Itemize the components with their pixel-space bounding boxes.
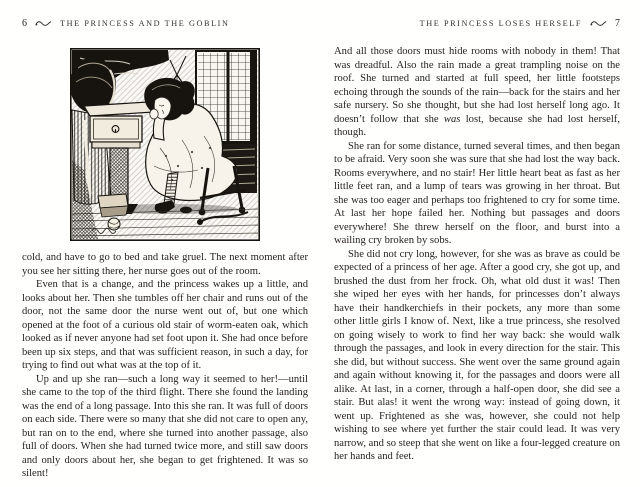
header-ornament-icon xyxy=(35,20,52,27)
left-page-text xyxy=(22,251,308,481)
paragraph: Up and up she ran—such a long way it seemed to her!—until she came to the top of the third flight. There she found the landing was the end of a long passage. Into this she ran. It was full of doors on each side. There were so many that she did not care to open any, but ran on to the end, where she turned into another passage, also full of doors. When she had turned twice more, and still saw doors and only doors about her, she began to get frightened. It was so silent! xyxy=(22,373,308,479)
right-page-number: 7 xyxy=(615,17,620,29)
right-page-text xyxy=(334,45,620,464)
book-illustration xyxy=(70,48,260,241)
right-page xyxy=(320,0,640,487)
header-ornament-icon xyxy=(590,20,607,27)
left-running-title: THE PRINCESS AND THE GOBLIN xyxy=(60,18,230,28)
paragraph: She did not cry long, however, for she was as brave as could be expected of a princess of her age. After a good cry, she got up, and brushed the dust from her frock. Oh, what old dust it was! Then she wiped her eyes with her hands, for princesses don’t always have their handkerchiefs in their pockets, any more than some other little girls I know of. Next, like a true princess, she resolved on going wisely to work to find her way back: she would walk through the passages, and look in every direction for the stair. This she did, but without success. She went over the same ground again and again without knowing it, for the passages and doors were all alike. At last, in a corner, through a half-open door, she did see a stair. But alas! it went the wrong way: instead of going down, it went up. Frightened as she was, however, she could not help wishing to see where yet further the stair could lead. It was very narrow, and so steep that she went on like a four-legged creature on her hands and feet. xyxy=(334,248,620,462)
paragraph: Even that is a change, and the princess wakes up a little, and looks about her. Then she tumbles off her chair and runs out of the door, not the same door the nurse went out of, but one which opened at the foot of a curious old stair of worm-eaten oak, which looked as if never anyone had set foot upon it. She had once before been up six steps, and that was sufficient reason, in such a day, for trying to find out what was at the top of it. xyxy=(22,279,308,371)
right-running-title: THE PRINCESS LOSES HERSELF xyxy=(419,18,582,28)
left-page-number: 6 xyxy=(22,17,27,29)
paragraph: And all those doors must hide rooms with nobody in them! That was dreadful. Also the rain made a great trampling noise on the roof. She turned and started at full speed, her little footsteps echoing through the sounds of the rain—back for the stairs and her safe nursery. So she thought, but she had lost herself long ago. It doesn’t follow that she was lost, because she had lost herself, though. xyxy=(334,46,620,138)
paragraph: cold, and have to go to bed and take gruel. The next moment after you see her sitting there, her nurse goes out of the room. xyxy=(22,252,308,277)
paragraph: She ran for some distance, turned several times, and then began to be afraid. Very soon she was sure that she had lost the way back. Rooms everywhere, and no stair! Her little heart beat as fast as her little feet ran, and a lump of tears was growing in her throat. But she was too eager and perhaps too frightened to cry for some time. At last her hope failed her. Nothing but passages and doors everywhere! She threw herself on the floor, and burst into a wailing cry broken by sobs. xyxy=(334,140,620,246)
left-running-head xyxy=(22,17,308,29)
right-running-head xyxy=(334,17,620,29)
